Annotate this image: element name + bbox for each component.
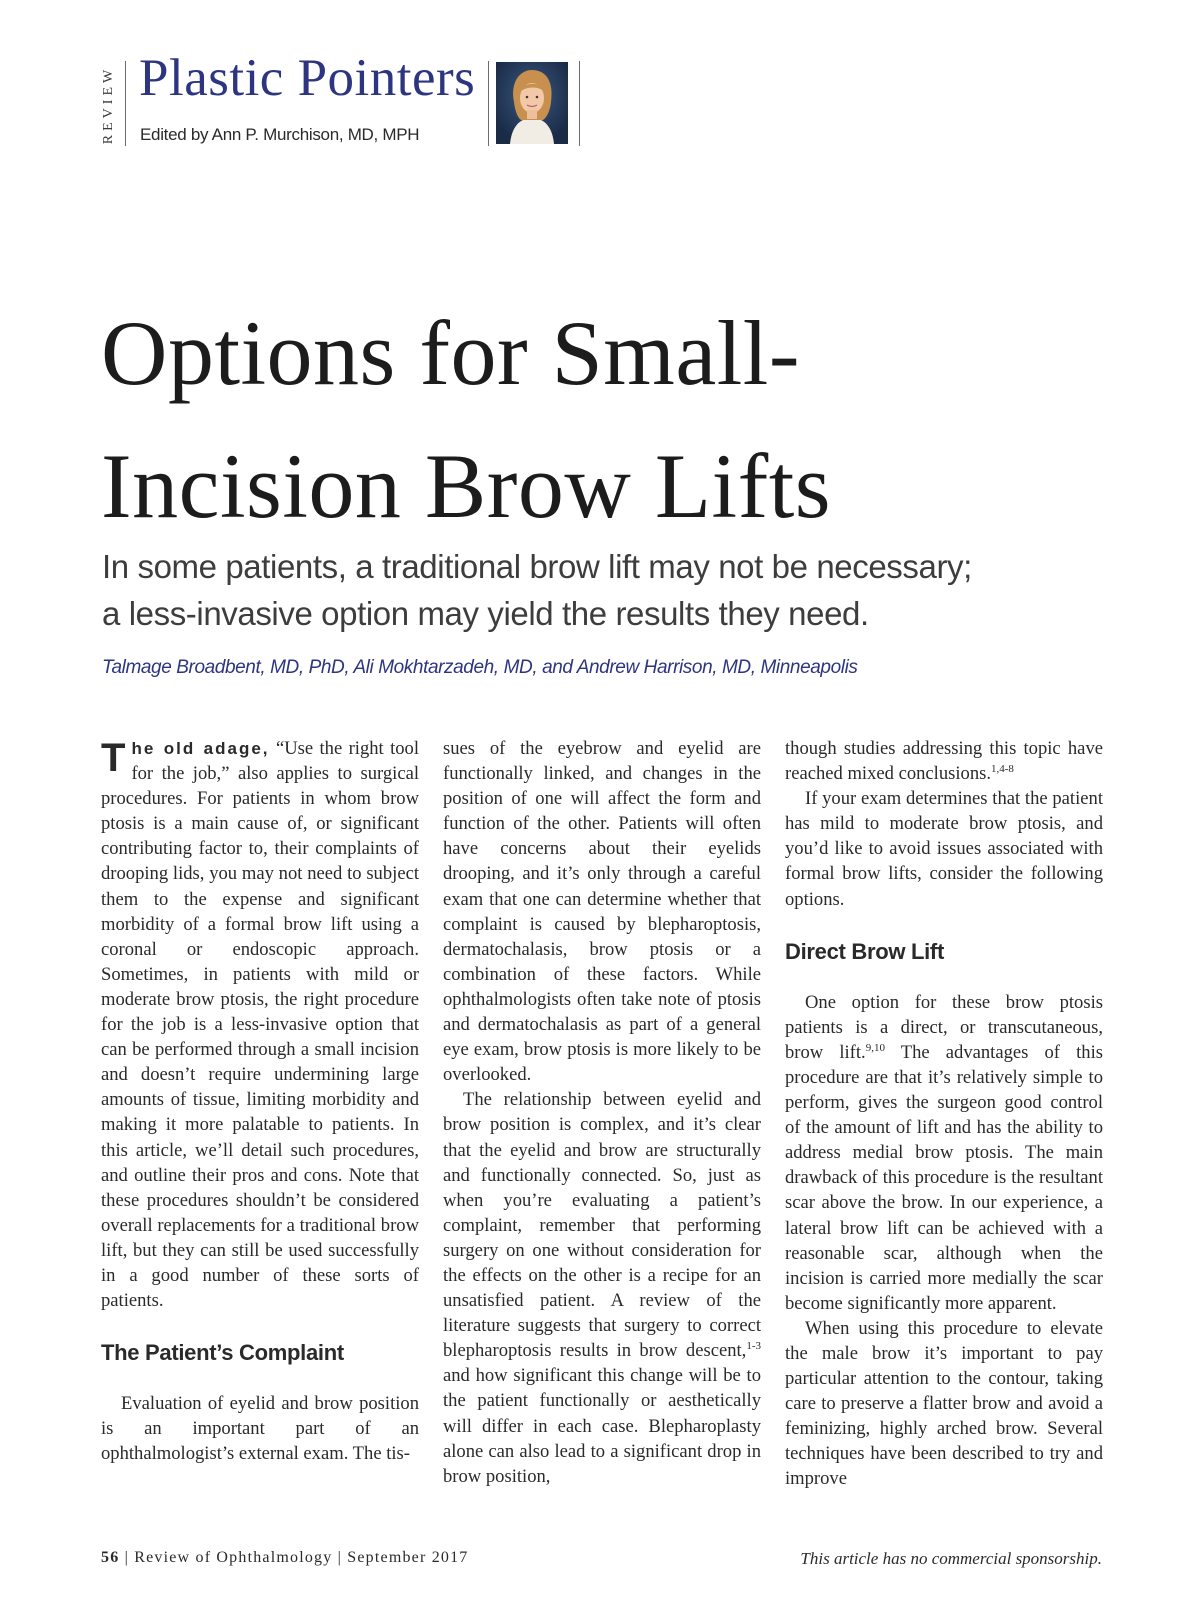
portrait-image	[496, 62, 568, 144]
sponsorship-disclosure: This article has no commercial sponsorship.	[800, 1549, 1102, 1568]
article-title	[101, 287, 1001, 553]
article-deck-line: a less-invasive option may yield the results they need.	[102, 595, 869, 632]
reference-superscript: 9,10	[865, 1041, 885, 1054]
body-paragraph	[785, 990, 1103, 1316]
lead-in: he old adage,	[131, 739, 270, 758]
reference-superscript: 1-3	[746, 1340, 761, 1353]
paragraph-text: Evaluation of eyelid and brow position is an important part of an ophthalmologist’s external exam. The tis	[101, 1393, 419, 1465]
paragraph-text: “Use the right tool for the job,” also applies to surgical procedures. For patients in whom brow ptosis is a main cause of, or significant contributing factor to, their complaints of drooping lids, you may not need to subject them to the expense and significant morbidity of a formal brow lift using a coronal or endoscopic approach. Sometimes, in patients with mild or moderate brow ptosis, the right procedure for the job is a less-invasive option that can be performed through a small incision and doesn’t require undermining large amounts of tissue, limiting morbidity and making it more palatable to patients. In this article, we’ll detail such procedures, and outline their pros and cons. Note that these procedures shouldn’t be considered overall replacements for a traditional brow lift, but they can still be used successfully in a good number of these sorts of patients.	[101, 738, 420, 1312]
body-paragraph: sues of the eyebrow and eyelid are functionally linked, and changes in the position of one will affect the form and function of the other. Patients will often have concerns about their eyelids drooping, and it’s only through a careful exam that one can determine whether that complaint is caused by blepharoptosis, dermatochalasis, brow ptosis or a combination of these factors. While ophthalmologists often take note of ptosis and dermatochalasis as part of a general eye exam, brow ptosis is more likely to be overlooked.	[443, 738, 761, 1086]
paragraph-text: One option for these brow ptosis patients is a direct, or transcutaneous, brow lift.	[785, 991, 1103, 1063]
section-heading: The Patient’s Complaint	[101, 1340, 344, 1366]
article-title-line: Incision Brow Lifts	[101, 435, 832, 537]
section-tag	[93, 59, 125, 151]
paragraph-text: though studies addressing this topic have reached mixed conclusions.	[785, 738, 1103, 785]
issue-date: September 2017	[347, 1549, 469, 1566]
body-paragraph	[785, 736, 1103, 786]
body-column-3	[785, 736, 1103, 1492]
body-paragraph	[443, 1087, 761, 1489]
paragraph-text: The relationship between eyelid and brow position is complex, and it’s clear that the eyelid and brow are structurally and functionally connected. So, just as when you’re evaluating a patient’s complaint, remember that performing surgery on one without consideration for the effects on the other is a recipe for an unsatisfied patient. A review of the literature suggests that surgery to correct blepharoptosis results in brow descent,	[443, 1089, 761, 1362]
body-paragraph	[101, 736, 419, 1313]
header-divider	[579, 61, 580, 146]
body-paragraph: When using this procedure to elevate the male brow it’s important to pay particular attention to the contour, taking care to preserve a flatter brow and avoid a feminizing, highly arched brow. Several techniques have been described to try and improve	[785, 1317, 1103, 1490]
body-column-2	[443, 736, 761, 1489]
paragraph-text: The advantages of this procedure are that it’s relatively simple to perform, gives the surgeon good control of the amount of lift and has the ability to address medial brow ptosis. The main drawback of this procedure is the resultant scar above the brow. In our experience, a lateral brow lift can be achieved with a reasonable scar, although when the incision is carried more medially the scar become significantly more apparent.	[785, 1041, 1103, 1314]
drop-cap: T	[101, 736, 126, 780]
body-column-1	[101, 736, 419, 1466]
header-divider	[125, 61, 126, 146]
section-heading: Direct Brow Lift	[785, 938, 944, 964]
footer-separator: |	[124, 1549, 130, 1566]
body-paragraph: Evaluation of eyelid and brow position is an important part of an ophthalmologist’s external exam. The tis-	[101, 1393, 419, 1465]
article-deck	[102, 543, 1102, 637]
editor-credit: Edited by Ann P. Murchison, MD, MPH	[140, 125, 420, 144]
article-title-line: Options for Small-	[101, 302, 800, 404]
article-byline: Talmage Broadbent, MD, PhD, Ali Mokhtarzadeh, MD, and Andrew Harrison, MD, Minneapolis	[102, 657, 858, 678]
body-paragraph: If your exam determines that the patient has mild to moderate brow ptosis, and you’d like to avoid issues associated with formal brow lifts, consider the following options.	[785, 788, 1103, 910]
page-number: 56	[101, 1549, 120, 1566]
article-deck-line: In some patients, a traditional brow lift may not be necessary;	[102, 548, 972, 585]
footer-separator: |	[337, 1549, 343, 1566]
header-divider	[488, 61, 489, 146]
editor-portrait-photo	[496, 62, 568, 144]
publication-name: Review of Ophthalmology	[134, 1549, 333, 1566]
paragraph-text: and how significant this change will be to the patient functionally or aesthetically will differ in each case. Blepharoplasty alone can also lead to a significant drop in brow position,	[443, 1365, 761, 1487]
section-tag-label: REVIEW	[101, 65, 116, 145]
column-name: Plastic Pointers	[139, 49, 476, 107]
reference-superscript: 1,4-8	[991, 763, 1014, 776]
page-footer	[101, 1549, 469, 1567]
